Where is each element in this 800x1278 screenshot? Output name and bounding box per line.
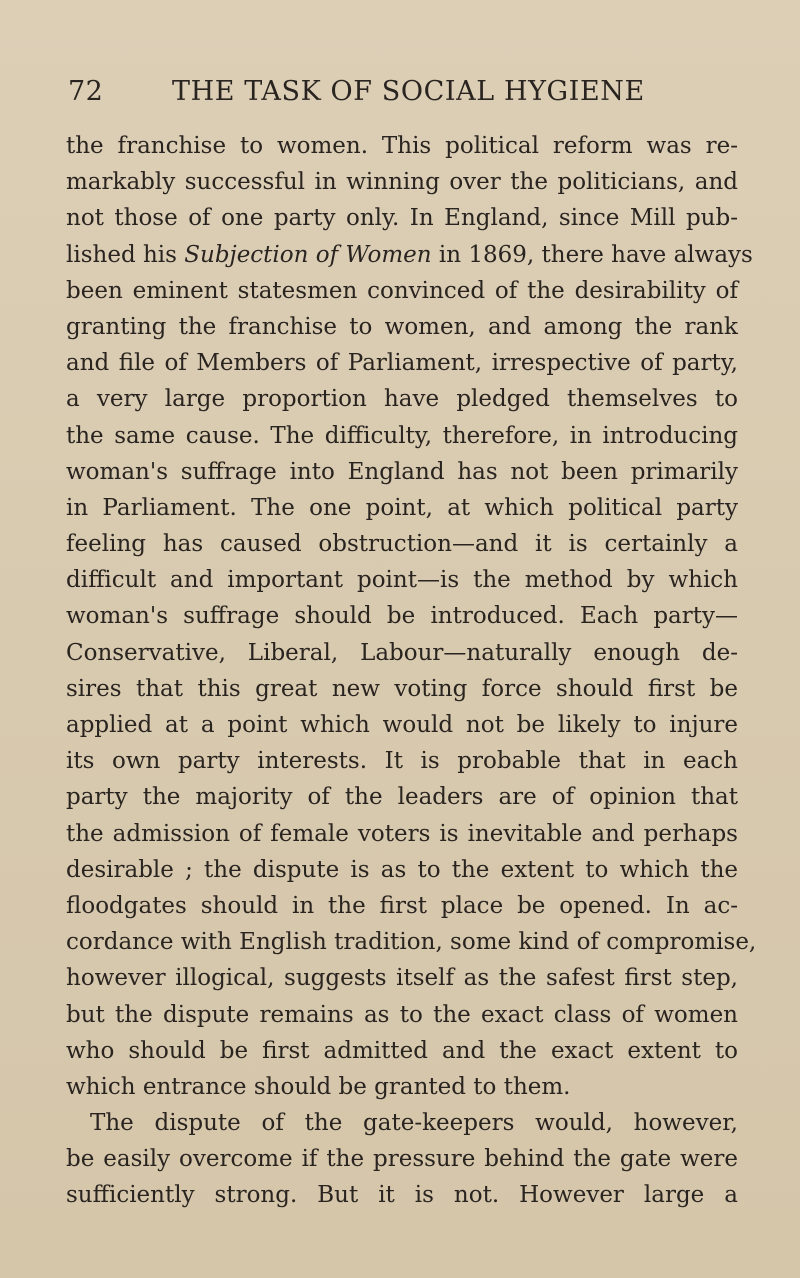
text-line: in Parliament. The one point, at which political party	[66, 494, 738, 521]
text-line: desirable ; the dispute is as to the extent to which the	[66, 856, 738, 883]
body-text	[66, 128, 757, 1214]
text-line: Conservative, Liberal, Labour—naturally enough de-	[66, 639, 738, 666]
text-line	[66, 237, 753, 273]
page-header	[68, 72, 738, 112]
text-segment: lished his	[66, 241, 177, 268]
text-line: a very large proportion have pledged themselves to	[66, 386, 738, 413]
text-line: The dispute of the gate-keepers would, however,	[90, 1110, 738, 1137]
text-line: cordance with English tradition, some kind of compromise,	[66, 929, 757, 956]
text-line: applied at a point which would not be likely to injure	[66, 712, 738, 738]
text-line: the admission of female voters is inevitable and perhaps	[66, 820, 738, 847]
text-line: floodgates should in the first place be opened. In ac-	[66, 892, 738, 919]
text-line: and file of Members of Parliament, irrespective of party,	[66, 350, 738, 377]
text-line: been eminent statesmen convinced of the desirability of	[66, 277, 738, 304]
text-line: sires that this great new voting force should first be	[66, 675, 738, 702]
text-line: who should be first admitted and the exact extent to	[66, 1037, 738, 1064]
text-line: its own party interests. It is probable that in each	[66, 748, 738, 775]
text-line: difficult and important point—is the method by which	[66, 567, 738, 594]
book-title: Subjection of Women	[184, 241, 432, 268]
text-line: not those of one party only. In England, since Mill pub-	[66, 205, 738, 232]
text-line: sufficiently strong. But it is not. However large a	[66, 1182, 738, 1209]
text-line: woman's suffrage should be introduced. Each party—	[66, 603, 738, 630]
text-line: but the dispute remains as to the exact class of women	[66, 1001, 738, 1028]
text-line: be easily overcome if the pressure behind the gate were	[66, 1146, 738, 1173]
text-line: markably successful in winning over the politicians, and	[66, 169, 738, 196]
text-line: woman's suffrage into England has not been primarily	[66, 458, 738, 485]
text-line: feeling has caused obstruction—and it is certainly a	[66, 531, 738, 558]
text-segment: in 1869, there have always	[438, 241, 753, 268]
text-line: however illogical, suggests itself as the safest first step,	[66, 965, 738, 992]
text-line: which entrance should be granted to them.	[66, 1073, 571, 1100]
text-line: the same cause. The difficulty, therefore, in introducing	[66, 422, 738, 449]
page-number: 72	[68, 76, 104, 107]
text-line: the franchise to women. This political reform was re-	[66, 133, 738, 159]
text-line: granting the franchise to women, and among the rank	[66, 313, 738, 340]
text-line: party the majority of the leaders are of opinion that	[66, 784, 738, 811]
running-head: THE TASK OF SOCIAL HYGIENE	[172, 76, 645, 107]
